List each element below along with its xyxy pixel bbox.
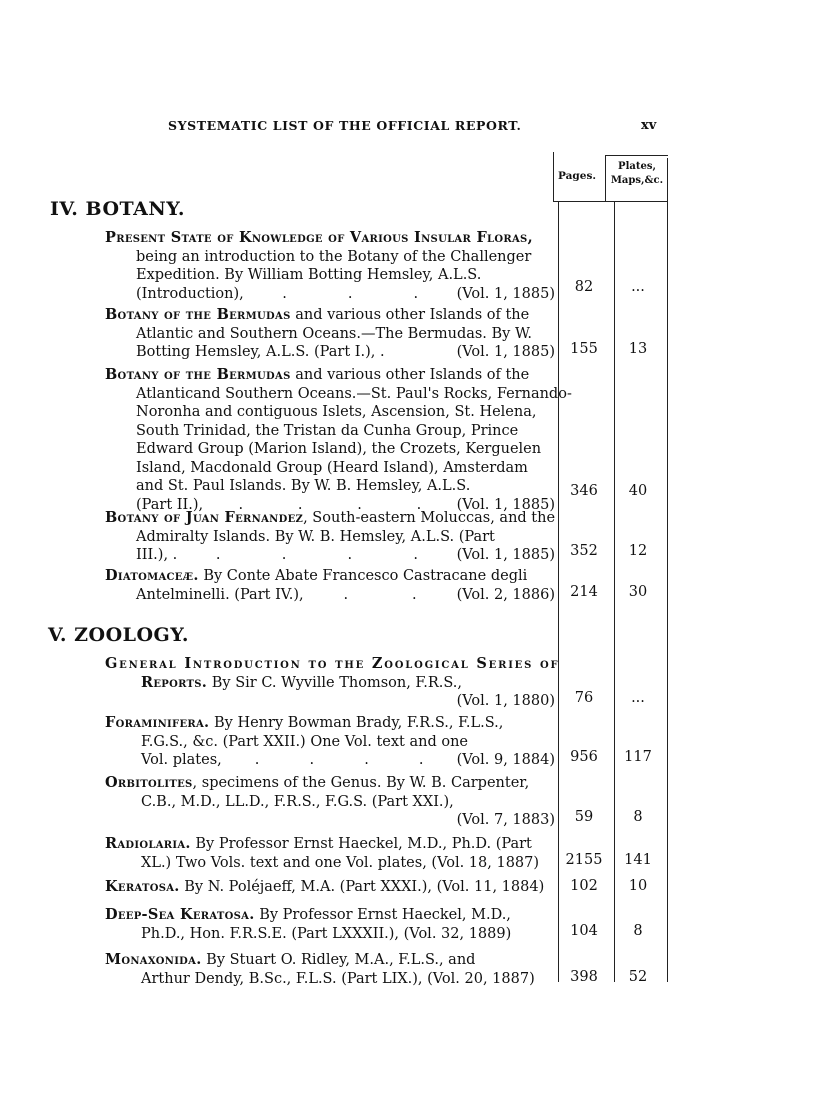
entry-title: General Introduction to the Zoological Series of bbox=[105, 655, 560, 672]
volume-citation: (Vol. 1, 1885) bbox=[456, 496, 555, 513]
entry-title: Botany of Juan Fernandez bbox=[105, 509, 304, 526]
entry-text-line: XL.) Two Vols. text and one Vol. plates, (Vol. 18, 1887) bbox=[141, 854, 540, 871]
pages-value: 398 bbox=[570, 969, 598, 985]
part-label: (Part II.), bbox=[136, 496, 204, 513]
pages-value: 2155 bbox=[565, 852, 603, 868]
entry-diatomaceae bbox=[105, 567, 555, 604]
plates-value: ... bbox=[631, 690, 645, 706]
page-number: xv bbox=[641, 118, 657, 133]
pages-value: 155 bbox=[570, 341, 598, 357]
entry-text-line: Admiralty Islands. By W. B. Hemsley, A.L.S. (Part bbox=[136, 528, 495, 545]
column-header-plates-line1: Plates, bbox=[618, 161, 656, 172]
pages-value: 104 bbox=[570, 923, 598, 939]
entry-juan-fernandez bbox=[105, 509, 555, 565]
volume-citation: (Vol. 1, 1885) bbox=[456, 547, 555, 563]
pages-value: 76 bbox=[574, 690, 594, 706]
entry-text: , South-eastern Moluccas, and the bbox=[303, 510, 556, 526]
pages-value: 59 bbox=[574, 809, 594, 825]
entry-keratosa bbox=[105, 878, 555, 897]
column-header-plates-line2: Maps,&c. bbox=[610, 175, 664, 186]
volume-citation: (Vol. 2, 1886) bbox=[456, 586, 555, 603]
header-bottom-rule bbox=[553, 201, 668, 202]
entry-bermudas-part-1 bbox=[105, 306, 555, 362]
entry-text: By Conte Abate Francesco Castracane degli bbox=[198, 568, 528, 584]
part-label: Antelminelli. (Part IV.), bbox=[136, 586, 304, 603]
column-rule-pages-top bbox=[553, 152, 554, 202]
plates-value: 52 bbox=[628, 969, 648, 985]
pages-value: 346 bbox=[570, 483, 598, 499]
entry-text-line: C.B., M.D., LL.D., F.R.S., F.G.S. (Part XXI.), bbox=[141, 793, 454, 810]
section-title-zoology: V. ZOOLOGY. bbox=[48, 624, 189, 646]
plates-value: 30 bbox=[628, 584, 648, 600]
part-label: (Introduction), bbox=[136, 285, 244, 302]
running-title: SYSTEMATIC LIST OF THE OFFICIAL REPORT. bbox=[168, 118, 522, 133]
entry-text: and various other Islands of the bbox=[290, 367, 530, 383]
entry-title: Radiolaria. bbox=[105, 835, 191, 852]
entry-title: Monaxonida. bbox=[105, 951, 202, 968]
column-header-pages: Pages. bbox=[558, 170, 597, 182]
entry-deep-sea-keratosa bbox=[105, 906, 555, 943]
entry-citation-line: III.), . . . . . (Vol. 1, 1885) bbox=[136, 547, 555, 563]
entry-text-line: Edward Group (Marion Island), the Crozets, Kerguelen bbox=[136, 441, 542, 457]
entry-title: Reports. bbox=[141, 673, 208, 691]
entry-text-line: Atlanticand Southern Oceans.—St. Paul's Rocks, Fernando- bbox=[136, 385, 572, 402]
entry-title: Botany of the Bermudas bbox=[105, 366, 291, 383]
entry-text-line: and St. Paul Islands. By W. B. Hemsley, A.L.S. bbox=[136, 478, 471, 494]
entry-monaxonida bbox=[105, 951, 555, 988]
entry-title: Orbitolites bbox=[105, 774, 193, 791]
entry-title: Keratosa. bbox=[105, 878, 180, 895]
entry-bermudas-part-2 bbox=[105, 366, 572, 514]
column-rule-plates-right bbox=[667, 158, 668, 202]
entry-title: Deep-Sea Keratosa. bbox=[105, 906, 255, 923]
entry-citation-line bbox=[105, 343, 555, 362]
volume-citation: (Vol. 1, 1880) bbox=[456, 693, 555, 709]
entry-text: By Henry Bowman Brady, F.R.S., F.L.S., bbox=[209, 715, 504, 731]
column-header-plates bbox=[605, 160, 669, 188]
pages-value: 214 bbox=[570, 584, 598, 600]
pages-value: 352 bbox=[570, 543, 598, 559]
entry-title: Botany of the Bermudas bbox=[105, 306, 291, 323]
entry-text-line: Arthur Dendy, B.Sc., F.L.S. (Part LIX.), (Vol. 20, 1887) bbox=[141, 970, 535, 987]
entry-text-line: Noronha and contiguous Islets, Ascension, St. Helena, bbox=[136, 404, 537, 420]
entry-text-line: F.G.S., &c. (Part XXII.) One Vol. text and one bbox=[141, 733, 469, 750]
entry-text-line: South Trinidad, the Tristan da Cunha Group, Prince bbox=[136, 422, 519, 439]
entry-title: Present State of Knowledge of Various Insular Floras, bbox=[105, 229, 533, 246]
entry-text-line: Island, Macdonald Group (Heard Island), Amsterdam bbox=[136, 459, 528, 476]
entry-citation-line: (Part II.), . . . . (Vol. 1, 1885) bbox=[136, 496, 555, 513]
running-head bbox=[0, 118, 825, 138]
entry-title: Diatomaceæ. bbox=[105, 567, 199, 584]
entry-text: By Professor Ernst Haeckel, M.D., bbox=[254, 907, 511, 923]
entry-text-line: Atlantic and Southern Oceans.—The Bermudas. By W. bbox=[136, 325, 532, 342]
entry-citation-line: (Introduction), . . . (Vol. 1, 1885) bbox=[136, 285, 555, 302]
column-rule-plates-left bbox=[605, 155, 606, 202]
plates-value: 8 bbox=[633, 809, 643, 825]
plates-value: 40 bbox=[628, 483, 648, 499]
entry-text-line: Expedition. By William Botting Hemsley, A.L.S. bbox=[136, 267, 482, 283]
part-label: Vol. plates, bbox=[141, 752, 222, 768]
entry-text-line: being an introduction to the Botany of the Challenger bbox=[136, 248, 532, 265]
entry-text: By Sir C. Wyville Thomson, F.R.S., bbox=[207, 674, 462, 691]
plates-value: 12 bbox=[628, 543, 648, 559]
entry-text: By Professor Ernst Haeckel, M.D., Ph.D. (Part bbox=[190, 836, 532, 852]
part-label: Botting Hemsley, A.L.S. (Part I.), . bbox=[136, 344, 385, 360]
plates-value: 10 bbox=[628, 878, 648, 894]
entry-text: By N. Poléjaeff, M.A. (Part XXXI.), (Vol. 11, 1884) bbox=[179, 879, 545, 895]
pages-value: 82 bbox=[574, 279, 594, 295]
entry-citation-line: Antelminelli. (Part IV.), . . (Vol. 2, 1886) bbox=[136, 586, 555, 603]
entry-text: , specimens of the Genus. By W. B. Carpenter, bbox=[192, 775, 530, 791]
plates-value: 117 bbox=[624, 749, 652, 765]
plates-value: 141 bbox=[624, 852, 652, 868]
pages-value: 956 bbox=[570, 749, 598, 765]
entry-insular-floras bbox=[105, 229, 555, 303]
volume-citation: (Vol. 7, 1883) bbox=[456, 812, 555, 828]
header-top-rule bbox=[605, 155, 668, 156]
entry-citation-line: Vol. plates, . . . . (Vol. 9, 1884) bbox=[141, 752, 555, 768]
plates-value: 8 bbox=[633, 923, 643, 939]
plates-value: 13 bbox=[628, 341, 648, 357]
section-title-botany: IV. BOTANY. bbox=[50, 198, 185, 220]
entry-text: By Stuart O. Ridley, M.A., F.L.S., and bbox=[201, 952, 476, 968]
entry-title: Foraminifera. bbox=[105, 714, 210, 731]
volume-citation: (Vol. 9, 1884) bbox=[456, 752, 555, 768]
entry-text: and various other Islands of the bbox=[290, 307, 530, 323]
entry-foraminifera bbox=[105, 714, 555, 770]
entry-orbitolites bbox=[105, 774, 555, 830]
pages-value: 102 bbox=[570, 878, 598, 894]
entry-radiolaria bbox=[105, 835, 555, 872]
entry-general-introduction bbox=[105, 655, 560, 711]
plates-value: ... bbox=[631, 279, 645, 295]
volume-citation: (Vol. 1, 1885) bbox=[456, 344, 555, 360]
column-rule-pages bbox=[558, 202, 559, 982]
entry-text-line: Ph.D., Hon. F.R.S.E. (Part LXXXII.), (Vol. 32, 1889) bbox=[141, 925, 512, 942]
volume-citation: (Vol. 1, 1885) bbox=[456, 285, 555, 302]
part-label: III.), . bbox=[136, 547, 178, 563]
